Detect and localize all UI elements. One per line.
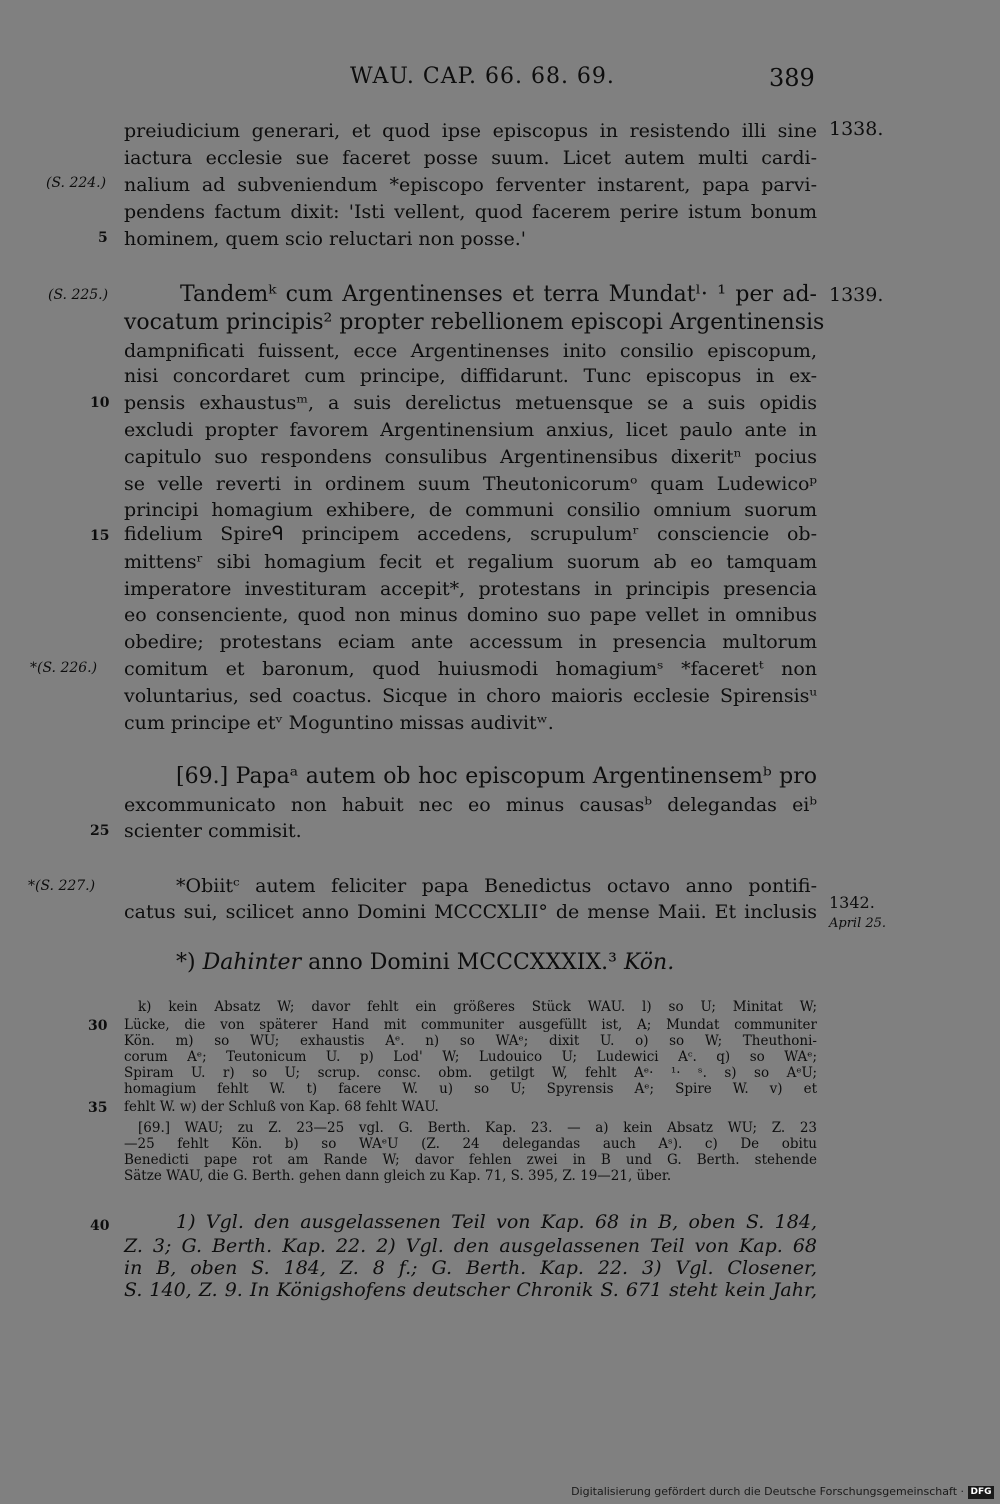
year-note: 1339. [829,284,884,306]
body-line: nisi concordaret cum principe, diffidarunt. Tunc episcopus in ex- [124,365,817,387]
body-line: voluntarius, sed coactus. Sicque in choro maioris ecclesie Spirensisᵘ [124,685,817,707]
body-line: imperatore investituram accepit*, protestans in principis presencia [124,578,817,600]
running-head: WAU. CAP. 66. 68. 69. [350,64,615,89]
dfg-logo: DFG [968,1486,994,1499]
body-line: capitulo suo respondens consulibus Argentinensibus dixeritⁿ pocius [124,446,817,468]
year-note: 1342. [829,893,875,912]
footnote-line: 1) Vgl. den ausgelassenen Teil von Kap. 68 in B, oben S. 184, [176,1211,817,1233]
apparatus-line: k) kein Absatz W; davor fehlt ein größeres Stück WAU. l) so U; Minitat W; [138,999,817,1015]
body-line: principi homagium exhibere, de communi consilio omnium suorum [124,499,817,521]
body-line: hominem, quem scio reluctari non posse.' [124,228,526,250]
body-line: dampnificati fuissent, ecce Argentinenses inito consilio episcopum, [124,340,817,362]
sidenote: (S. 225.) [48,287,109,303]
body-line: vocatum principis² propter rebellionem episcopi Argentinensis [124,310,825,335]
body-line: nalium ad subveniendum *episcopo ferventer instarent, papa parvi- [124,174,817,196]
body-line: fidelium Spireᑫ principem accedens, scrupulumʳ consciencie ob- [124,523,817,545]
sidenote: *(S. 227.) [28,878,96,894]
body-line: eo consenciente, quod non minus domino suo pape vellet in omnibus [124,604,817,626]
apparatus-line: corum Aᵉ; Teutonicum U. p) Lod' W; Ludouico U; Ludewici Aᶜ. q) so WAᵉ; [124,1049,817,1065]
page-number: 389 [769,64,815,92]
body-line: pensis exhaustusᵐ, a suis derelictus metuensque se a suis opidis [124,392,817,414]
star-marker: *) [176,950,203,975]
apparatus-line: Benedicti pape rot am Rande W; davor fehlen zwei in B und G. Berth. stehende [124,1152,817,1168]
apparatus-line: fehlt W. w) der Schluß von Kap. 68 fehlt WAU. [124,1099,439,1115]
body-line: catus sui, scilicet anno Domini MCCCXLII° de mense Maii. Et inclusis [124,901,817,923]
date-note: April 25. [829,916,887,931]
body-line: *Obiitᶜ autem feliciter papa Benedictus octavo anno pontifi- [176,875,817,897]
body-line: Tandemᵏ cum Argentinenses et terra Mundatˡ· ¹ per ad- [180,282,817,307]
body-line: iactura ecclesie sue faceret posse suum. Licet autem multi cardi- [124,147,817,169]
star-note-source: Kön. [623,950,675,975]
body-line: comitum et baronum, quod huiusmodi homagiumˢ *faceretᵗ non [124,658,817,680]
line-number: 30 [88,1018,108,1034]
apparatus-line: Sätze WAU, die G. Berth. gehen dann gleich zu Kap. 71, S. 395, Z. 19—21, über. [124,1168,672,1184]
body-line: excommunicato non habuit nec eo minus causasᵇ delegandas eiᵇ [124,794,817,816]
line-number: 10 [90,395,110,411]
body-line: cum principe etᵛ Moguntino missas audivitʷ. [124,712,554,734]
line-number: 5 [98,230,108,246]
apparatus-line: Spiram U. r) so U; scrup. consc. obm. getilgt W, fehlt Aᵉ· ¹· ˢ. s) so AᵉU; [124,1065,817,1081]
apparatus-line: Kön. m) so WU; exhaustis Aᵉ. n) so WAᵉ; dixit U. o) so W; Theuthoni- [124,1033,817,1049]
apparatus-line: —25 fehlt Kön. b) so WAᵉU (Z. 24 delegandas auch Aˢ). c) De obitu [124,1136,817,1152]
apparatus-line: Lücke, die von späterer Hand mit communiter ausgefüllt ist, A; Mundat communiter [124,1017,817,1033]
line-number: 35 [88,1100,108,1116]
sidenote: *(S. 226.) [30,660,98,676]
line-number: 40 [90,1218,110,1234]
star-note [176,950,674,976]
line-number: 15 [90,528,110,544]
apparatus-line: [69.] WAU; zu Z. 23—25 vgl. G. Berth. Kap. 23. — a) kein Absatz WU; Z. 23 [138,1120,817,1136]
body-line: excludi propter favorem Argentinensium anxius, licet paulo ante in [124,419,817,441]
year-note: 1338. [829,118,884,140]
body-line: pendens factum dixit: 'Isti vellent, quod facerem perire istum bonum [124,201,817,223]
star-note-italic: Dahinter [202,950,302,975]
footnote-line: S. 140, Z. 9. In Königshofens deutscher Chronik S. 671 steht kein Jahr, [124,1279,817,1301]
body-line: [69.] Papaᵃ autem ob hoc episcopum Argentinensemᵇ pro [176,764,817,789]
footnote-line: Z. 3; G. Berth. Kap. 22. 2) Vgl. den ausgelassenen Teil von Kap. 68 [124,1235,817,1257]
body-line: scienter commisit. [124,820,302,842]
digitization-credit: Digitalisierung gefördert durch die Deutsche Forschungsgemeinschaft · [571,1485,964,1498]
sidenote: (S. 224.) [46,175,107,191]
body-line: mittensʳ sibi homagium fecit et regalium suorum ab eo tamquam [124,551,817,573]
body-line: se velle reverti in ordinem suum Theutonicorumᵒ quam Ludewicoᵖ [124,473,817,495]
star-note-text: anno Domini MCCCXXXIX.³ [301,950,624,975]
body-line: preiudicium generari, et quod ipse episcopus in resistendo illi sine [124,120,817,142]
apparatus-line: homagium fehlt W. t) facere W. u) so U; Spyrensis Aᵉ; Spire W. v) et [124,1081,817,1097]
body-line: obedire; protestans eciam ante accessum in presencia multorum [124,631,817,653]
footnote-line: in B, oben S. 184, Z. 8 f.; G. Berth. Kap. 22. 3) Vgl. Closener, [124,1257,817,1279]
line-number: 25 [90,823,110,839]
